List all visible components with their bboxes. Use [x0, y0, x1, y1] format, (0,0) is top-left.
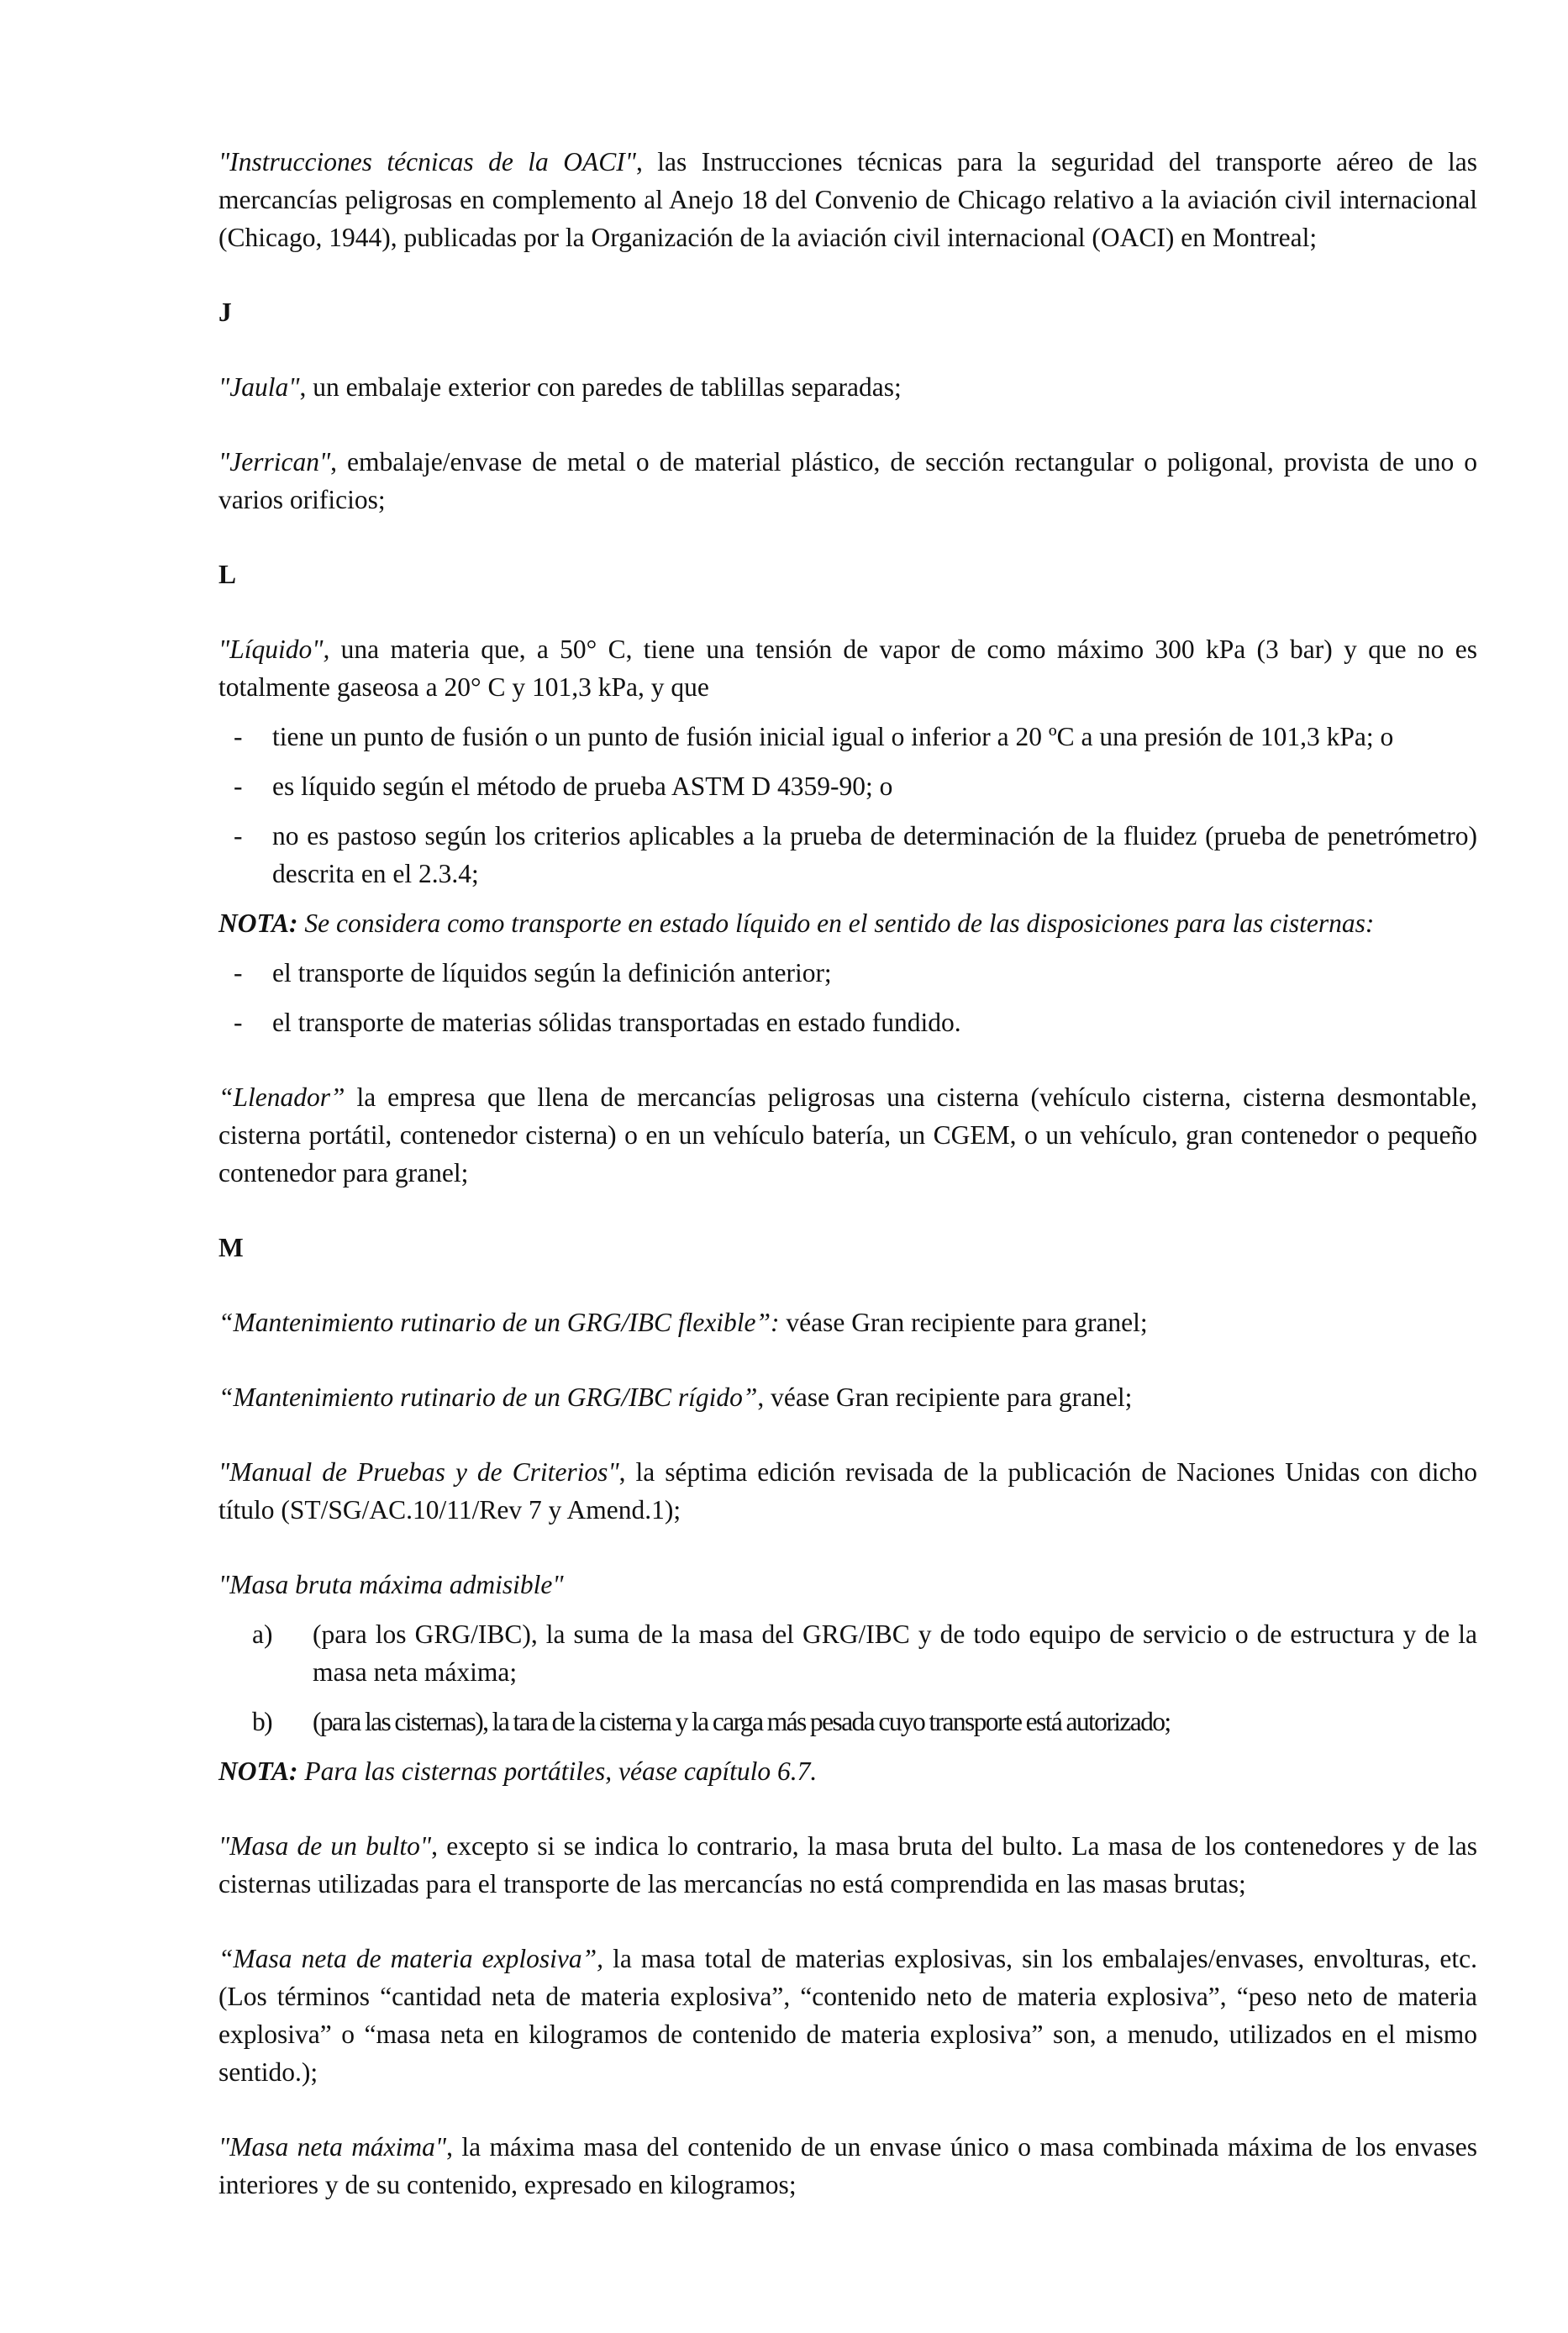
term-masa-neta-explosiva: “Masa neta de materia explosiva”,: [218, 1944, 604, 1973]
nota-liquido-list: [218, 954, 1477, 1041]
liquido-conditions-list: [218, 718, 1477, 893]
term-mantenimiento-rigido: “Mantenimiento rutinario de un GRG/IBC rígido”: [218, 1382, 758, 1412]
definition-text: , las Instrucciones técnicas para la seguridad del transporte aéreo de las mercancías peligrosas en complemento al Anejo 18 del Convenio de Chicago relativo a la aviación civil internacional (Chicago, 1944), publicadas por la Organización de la aviación civil internacional (OACI) en Montreal;: [218, 147, 1477, 252]
list-marker: b): [252, 1707, 272, 1736]
term-liquido: "Líquido",: [218, 635, 330, 664]
list-item: - es líquido según el método de prueba ASTM D 4359-90; o: [218, 767, 1477, 805]
nota-text: Se considera como transporte en estado líquido en el sentido de las disposiciones para las cisternas:: [297, 908, 1375, 938]
nota-label: NOTA:: [218, 1756, 298, 1786]
definition-jaula: [218, 368, 1477, 406]
list-item-text: (para las cisternas), la tara de la cisterna y la carga más pesada cuyo transporte está autorizado;: [313, 1707, 1171, 1736]
definition-jerrican: [218, 443, 1477, 519]
definition-text: la masa total de materias explosivas, sin los embalajes/envases, envolturas, etc. (Los términos “cantidad neta de materia explosiva”, “contenido neto de materia explosiva”, “peso neto de materia explosiva” o “masa neta en kilogramos de contenido de materia explosiva” son, a menudo, utilizados en el mismo sentido.);: [218, 1944, 1477, 2087]
document-page: [218, 143, 1477, 2241]
definition-masa-bulto: [218, 1827, 1477, 1903]
definition-text: véase Gran recipiente para granel;: [779, 1308, 1148, 1337]
section-letter-l: L: [218, 560, 237, 589]
definition-masa-bruta: [218, 1566, 1477, 1604]
list-item: [218, 1615, 1477, 1691]
definition-text: , véase Gran recipiente para granel;: [757, 1382, 1133, 1412]
definition-masa-neta-maxima: [218, 2128, 1477, 2204]
section-letter-j: J: [218, 298, 232, 327]
list-item: - el transporte de materias sólidas transportadas en estado fundido.: [218, 1003, 1477, 1041]
definition-liquido: [218, 630, 1477, 706]
term-masa-bulto: "Masa de un bulto": [218, 1831, 432, 1861]
list-item: [218, 1703, 1477, 1741]
definition-mantenimiento-flexible: [218, 1303, 1477, 1341]
term-jaula: "Jaula": [218, 372, 300, 402]
term-mantenimiento-flexible: “Mantenimiento rutinario de un GRG/IBC flexible”:: [218, 1308, 780, 1337]
nota-liquido: [218, 904, 1477, 942]
list-item-text: (para los GRG/IBC), la suma de la masa del GRG/IBC y de todo equipo de servicio o de estructura y de la masa neta máxima;: [313, 1619, 1477, 1687]
term-llenador: “Llenador”: [218, 1082, 345, 1112]
definition-text: una materia que, a 50° C, tiene una tensión de vapor de como máximo 300 kPa (3 bar) y que no es totalmente gaseosa a 20° C y 101,3 kPa, y que: [218, 635, 1477, 702]
definition-manual-pruebas: [218, 1453, 1477, 1529]
definition-text: , la séptima edición revisada de la publicación de Naciones Unidas con dicho título (ST/SG/AC.10/11/Rev 7 y Amend.1);: [218, 1457, 1477, 1525]
term-masa-bruta: "Masa bruta máxima admisible": [218, 1570, 564, 1599]
definition-mantenimiento-rigido: [218, 1378, 1477, 1416]
nota-label: NOTA:: [218, 908, 298, 938]
list-item: - el transporte de líquidos según la definición anterior;: [218, 954, 1477, 992]
term-manual-pruebas: "Manual de Pruebas y de Criterios": [218, 1457, 619, 1487]
definition-text: , excepto si se indica lo contrario, la masa bruta del bulto. La masa de los contenedores y de las cisternas utilizadas para el transporte de las mercancías no está comprendida en las masas brutas;: [218, 1831, 1477, 1899]
nota-masa-bruta: [218, 1752, 1477, 1790]
definition-llenador: [218, 1078, 1477, 1192]
definition-text: la empresa que llena de mercancías peligrosas una cisterna (vehículo cisterna, cisterna desmontable, cisterna portátil, contenedor cisterna) o en un vehículo batería, un CGEM, o un vehículo, gran contenedor o pequeño contenedor para granel;: [218, 1082, 1477, 1188]
definition-masa-neta-explosiva: [218, 1940, 1477, 2091]
list-item: - no es pastoso según los criterios aplicables a la prueba de determinación de la fluidez (prueba de penetrómetro) descrita en el 2.3.4;: [218, 817, 1477, 893]
definition-text: , un embalaje exterior con paredes de tablillas separadas;: [299, 372, 902, 402]
section-letter-m: M: [218, 1233, 244, 1262]
term-jerrican: "Jerrican": [218, 447, 331, 477]
list-item: - tiene un punto de fusión o un punto de fusión inicial igual o inferior a 20 ºC a una presión de 101,3 kPa; o: [218, 718, 1477, 756]
term-instrucciones-oaci: "Instrucciones técnicas de la OACI": [218, 147, 636, 176]
term-masa-neta-maxima: "Masa neta máxima": [218, 2132, 447, 2162]
definition-text: , embalaje/envase de metal o de material plástico, de sección rectangular o poligonal, provista de uno o varios orificios;: [218, 447, 1477, 514]
masa-bruta-list: [218, 1615, 1477, 1741]
definition-instrucciones-oaci: [218, 143, 1477, 256]
list-marker: a): [252, 1619, 273, 1649]
definition-text: , la máxima masa del contenido de un envase único o masa combinada máxima de los envases interiores y de su contenido, expresado en kilogramos;: [218, 2132, 1477, 2199]
nota-text: Para las cisternas portátiles, véase capítulo 6.7.: [297, 1756, 818, 1786]
